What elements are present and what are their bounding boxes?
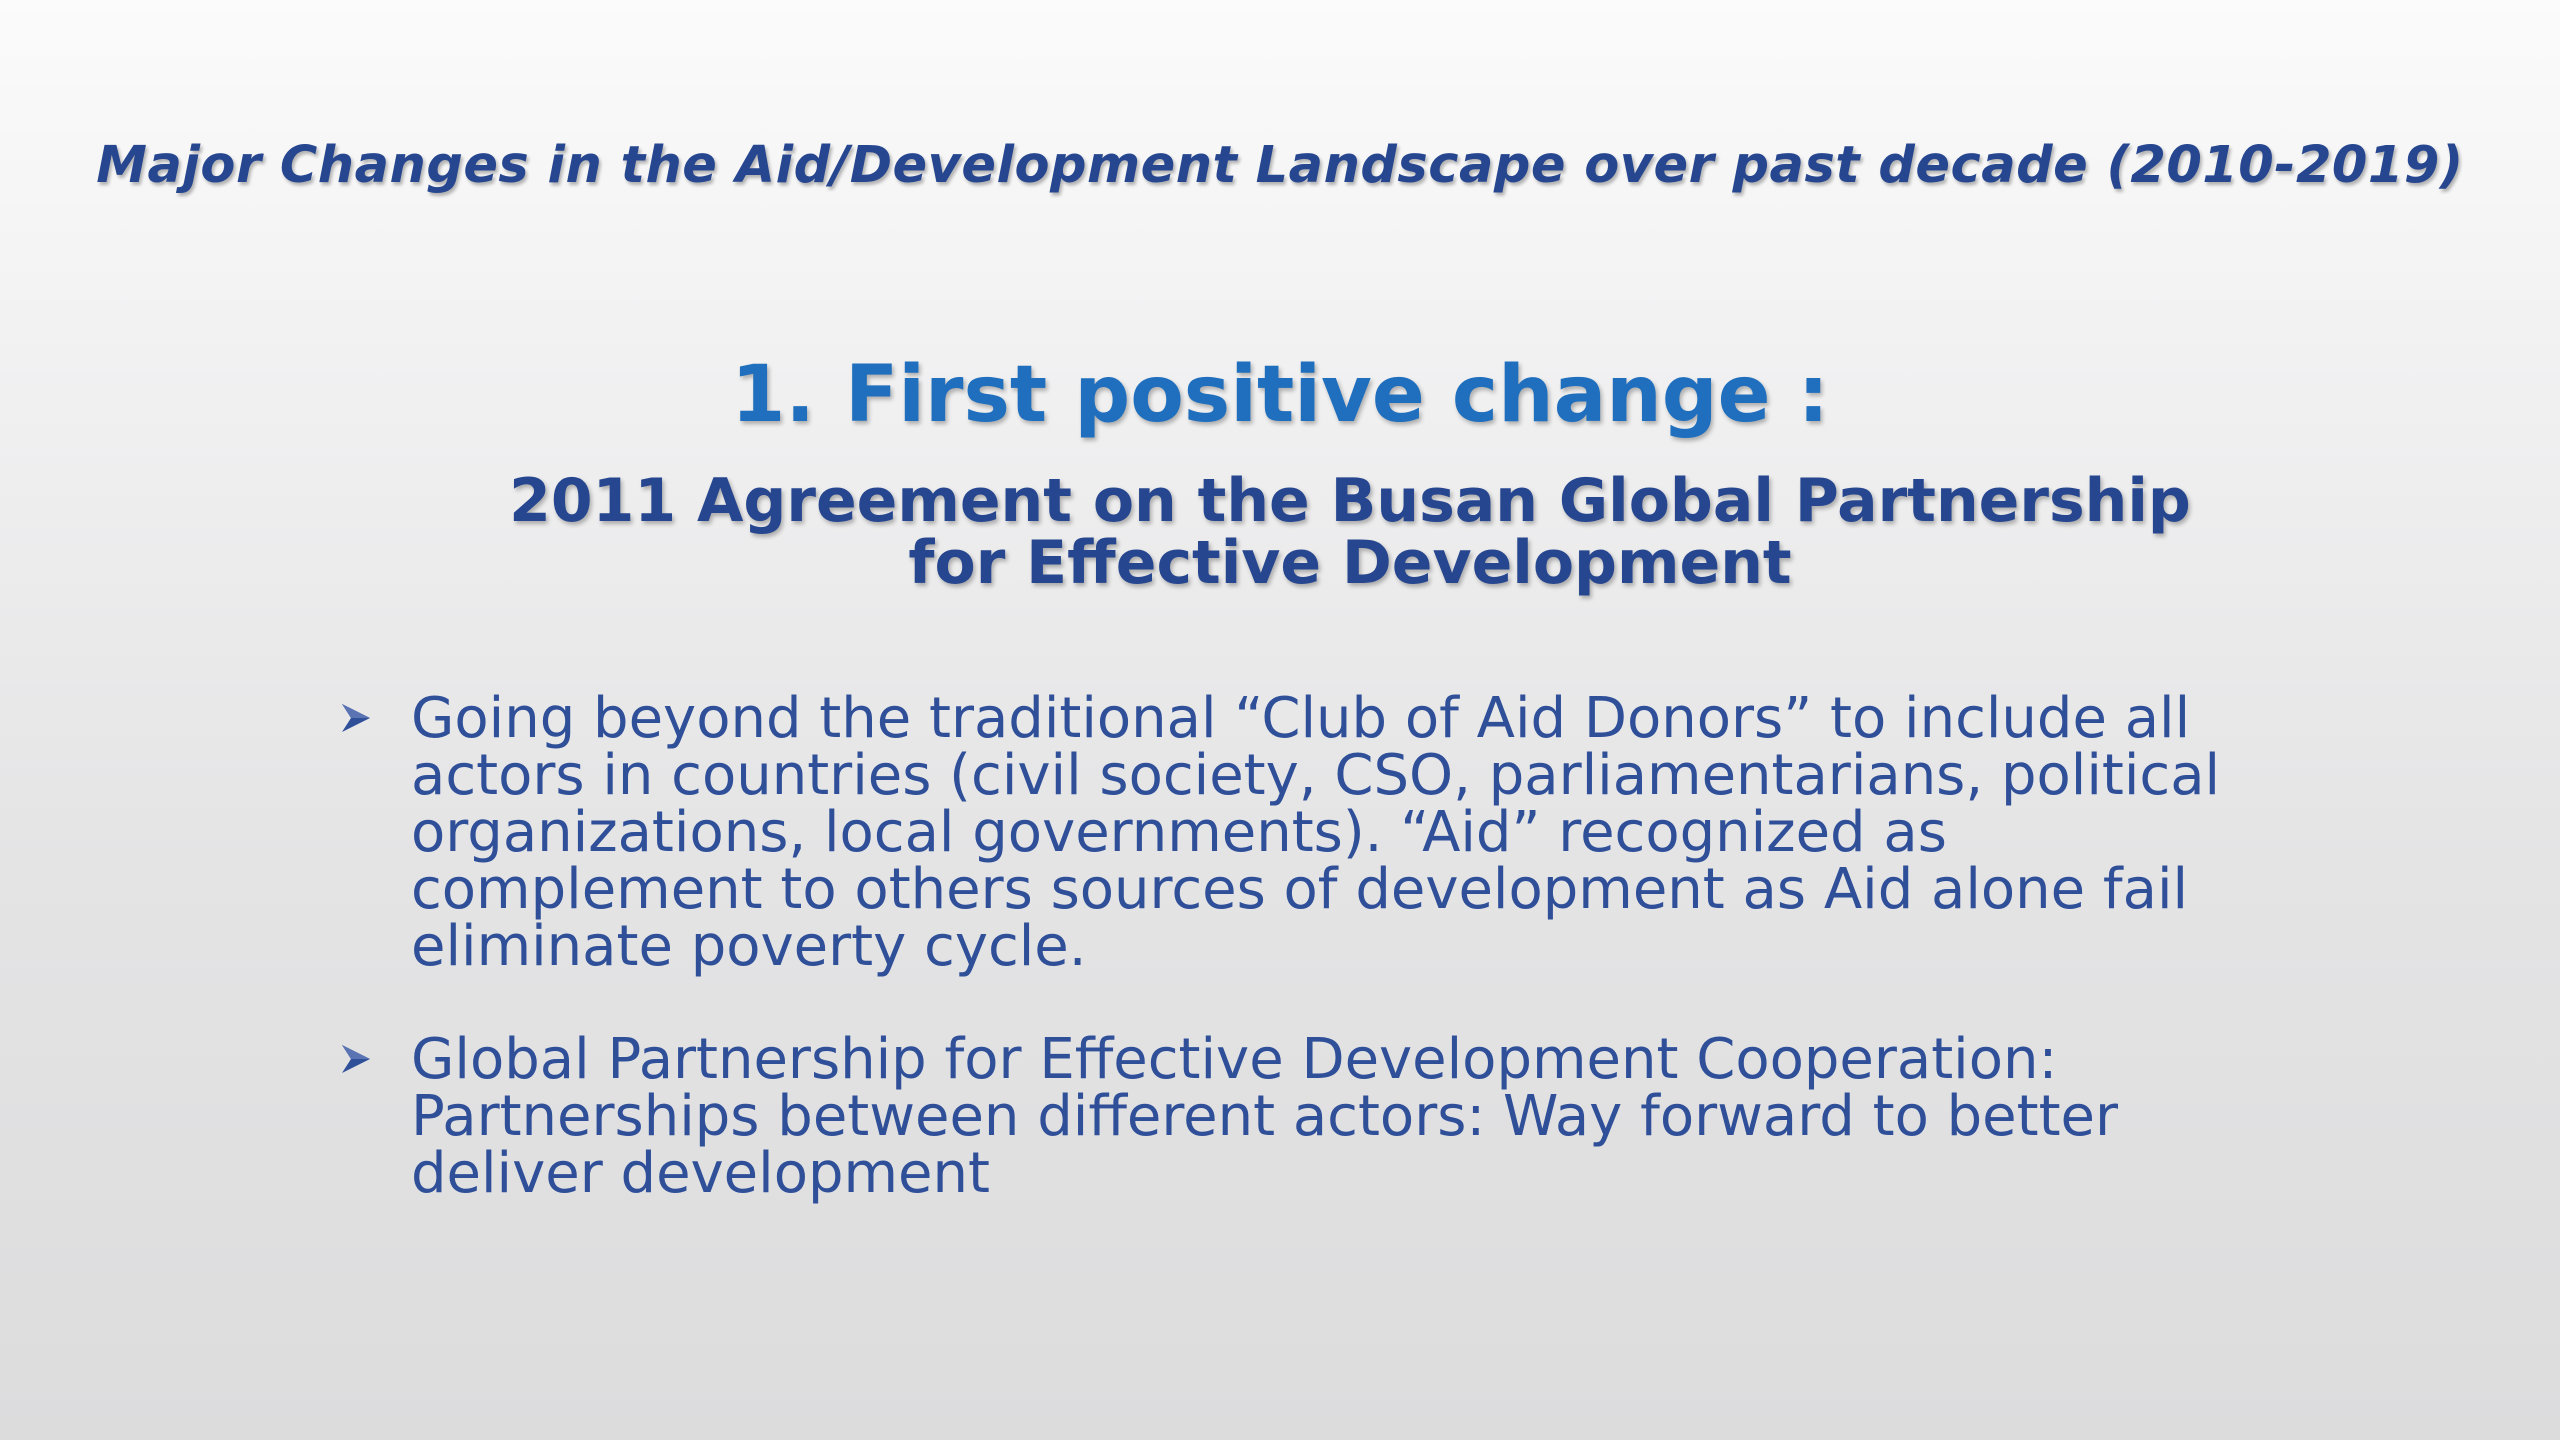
arrow-bullet-icon [339,700,373,736]
bullet-text: Global Partnership for Effective Development Cooperation: Partnerships between different actors: Way forward to better deliver development [411,1027,2119,1206]
bullet-text: Going beyond the traditional “Club of Aid Donors” to include all actors in countries (civil society, CSO, parliamentarians, political organizations, local governments). “Aid” recognized as complement to others sources of development as Aid alone fail eliminate poverty cycle. [411,686,2221,979]
heading-number: 1. [731,350,816,440]
slide-top-title: Major Changes in the Aid/Development Landscape over past decade (2010-2019) [96,136,2464,195]
arrow-bullet-icon [339,1041,373,1077]
bullet-item [335,686,2255,979]
bullet-list [335,686,2255,1206]
slide-heading [0,350,2560,440]
bullet-item [335,1027,2255,1206]
slide-subheading: 2011 Agreement on the Busan Global Partnership for Effective Development [509,466,2191,598]
heading-text: First positive change : [845,350,1829,440]
